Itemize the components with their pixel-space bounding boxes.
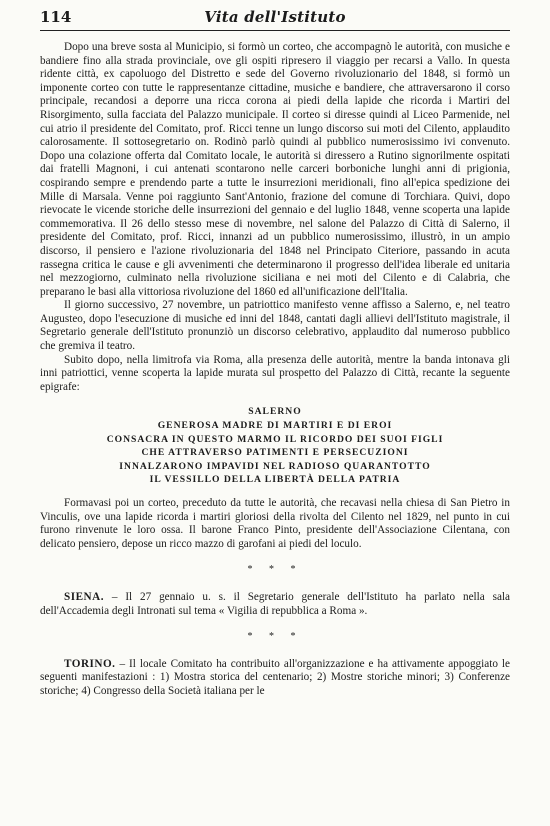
running-header: [40, 8, 510, 30]
epigraph: [40, 405, 510, 487]
paragraph: Formavasi poi un corteo, preceduto da tutte le autorità, che recavasi nella chiesa di San Pietro in Vinculis, ove una lapide ricorda i martiri gloriosi della rivolta del Cilento nel 1829, nel punto in cui furono rinvenute le loro ossa. Il barone Franco Pinto, presidente dell'Associazione Cilentana, con delicato pensiero, depose un ricco mazzo di garofani ai piedi del loculo.: [40, 497, 510, 550]
running-title: Vita dell'Istituto: [204, 8, 346, 26]
epigraph-line: GENEROSA MADRE DI MARTIRI E DI EROI: [157, 420, 393, 432]
page-number: 114: [40, 8, 72, 26]
city-heading: SIENA.: [64, 590, 104, 603]
paragraph: Subito dopo, nella limitrofa via Roma, alla presenza delle autorità, mentre la banda intonava gli inni patriottici, venne scoperta la lapide murata sul prospetto del Palazzo di Città, recante la seguente epigrafe:: [40, 353, 510, 393]
epigraph-line: IL VESSILLO DELLA LIBERTÀ DELLA PATRIA: [149, 474, 401, 486]
article-body: [40, 41, 510, 699]
city-heading: TORINO.: [64, 657, 116, 670]
entry-text: – Il 27 gennaio u. s. il Segretario generale dell'Istituto ha parlato nella sala dell'Accademia degli Intronati sul tema « Vigilia di repubblica a Roma ».: [40, 590, 510, 617]
epigraph-line: INNALZARONO IMPAVIDI NEL RADIOSO QUARANTOTTO: [119, 460, 431, 472]
siena-entry: [40, 591, 510, 618]
header-rule: [40, 30, 510, 31]
epigraph-line: SALERNO: [248, 406, 302, 418]
paragraph: Il giorno successivo, 27 novembre, un patriottico manifesto venne affisso a Salerno, e, nel teatro Augusteo, dopo l'esecuzione di musiche ed inni del 1848, cantati dagli allievi dell'Istituto magistrale, il Segretario generale dell'Istituto pronunziò un discorso celebrativo, applaudito dal numeroso pubblico che gremiva il teatro.: [40, 299, 510, 353]
section-separator: * * *: [247, 631, 303, 643]
section-separator: * * *: [247, 564, 303, 576]
paragraph: Dopo una breve sosta al Municipio, si formò un corteo, che accompagnò le autorità, con musiche e bandiere fino alla strada provinciale, ove gli ospiti ripresero il viaggio per recarsi a Vallo. In questa ridente città, ex capoluogo del Distretto e sede del Governo rivoluzionario del 1848, si formò un imponente corteo con tutte le rappresentanze cittadine, musiche e bandiere, che attraversarono il corso principale, recandosi a deporre una ricca corona ai piedi della lapide che ricorda i Martiri del Risorgimento, sulla facciata del Palazzo municipale. Il corteo si diresse quindi al Liceo Parmenide, nel cui atrio il presidente del Comitato, prof. Ricci tenne un lungo discorso sui moti del Cilento, applaudito calorosamente. Il sottosegretario on. Rodinò parlò quindi al pubblico numerosissimo ivi convenuto. Dopo una colazione offerta dal Comitato locale, le autorità si diressero a Rutino signorilmente ospitati dai fratelli Magnoni, i cui antenati scontarono nelle carceri borboniche lunghi anni di prigionia, cospirando sempre e prendendo parte a tutte le insurrezioni meridionali, fino all'epica spedizione dei Mille di Marsala. Venne poi raggiunto Sant'Antonio, frazione del comune di Torchiara. Quivi, dopo rievocate le vicende storiche delle insurrezioni del gennaio e del luglio 1848, venne scoperta una lapide commemorativa. Il 26 dello stesso mese di novembre, nel salone del Palazzo di Città di Salerno, il presidente del Comitato, prof. Ricci, innanzi ad un pubblico numerosissimo, illustrò, in un ampio discorso, il pensiero e l'azione rivoluzionaria del 1848 nel Principato Citeriore, passando in acuta rassegna critica le cause e gli avvenimenti che determinarono il progresso dell'idea liberale ed unitaria nel mezzogiorno, culminato nella rivoluzione siciliana e nei moti del Cilento e di Calabria, che preparano le basi alla vittoriosa rivoluzione del 1860 ed all'unificazione dell'Italia.: [40, 41, 510, 298]
entry-text: – Il locale Comitato ha contribuito all'organizzazione e ha attivamente appoggiato le seguenti manifestazioni : 1) Mostra storica del centenario; 2) Mostre storiche minori; 3) Conferenze storiche; 4) Congresso della Società italiana per le: [40, 657, 510, 697]
epigraph-line: CHE ATTRAVERSO PATIMENTI E PERSECUZIONI: [141, 447, 409, 459]
torino-entry: [40, 658, 510, 699]
epigraph-line: CONSACRA IN QUESTO MARMO IL RICORDO DEI SUOI FIGLI: [106, 433, 444, 445]
